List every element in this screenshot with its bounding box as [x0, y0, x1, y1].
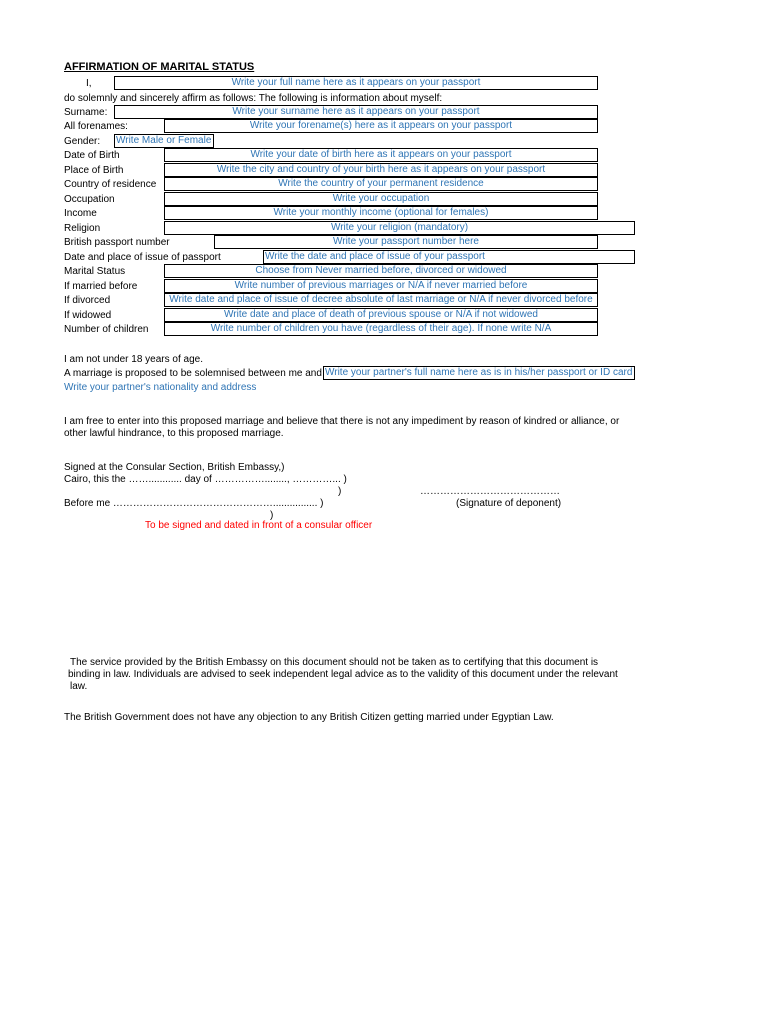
full-name-field[interactable]: Write your full name here as it appears on your passport — [114, 76, 598, 90]
dob-label: Date of Birth — [64, 150, 120, 161]
residence-label: Country of residence — [64, 179, 157, 190]
before-me-line: Before me …………………………………………................ ) — [64, 498, 324, 509]
forenames-field[interactable]: Write your forename(s) here as it appears on your passport — [164, 119, 598, 133]
deponent-signature-line: …………………………………… — [420, 486, 560, 497]
widowed-field[interactable]: Write date and place of death of previous spouse or N/A if not widowed — [164, 308, 598, 322]
document-title: AFFIRMATION OF MARITAL STATUS — [64, 61, 255, 73]
religion-field[interactable]: Write your religion (mandatory) — [164, 221, 635, 235]
free-to-marry-line-2: other lawful hindrance, to this proposed marriage. — [64, 428, 284, 439]
signature-paren-2: ) — [270, 510, 274, 521]
surname-label: Surname: — [64, 107, 108, 118]
intro-statement: do solemnly and sincerely affirm as follows: The following is information about myself: — [64, 93, 443, 104]
government-statement: The British Government does not have any objection to any British Citizen getting married under Egyptian Law. — [64, 712, 554, 723]
income-field[interactable]: Write your monthly income (optional for females) — [164, 206, 598, 220]
children-field[interactable]: Write number of children you have (regardless of their age). If none write N/A — [164, 322, 598, 336]
occupation-label: Occupation — [64, 194, 115, 205]
children-label: Number of children — [64, 324, 149, 335]
service-disclaimer-line-2: binding in law. Individuals are advised to seek independent legal advice as to the validity of this document under the relevant — [68, 669, 618, 680]
occupation-field[interactable]: Write your occupation — [164, 192, 598, 206]
married-before-label: If married before — [64, 281, 138, 292]
cairo-date-line: Cairo, this the ……............ day of ……………........, …………... ) — [64, 474, 347, 485]
surname-field[interactable]: Write your surname here as it appears on your passport — [114, 105, 598, 119]
partner-name-field[interactable]: Write your partner's full name here as is in his/her passport or ID card — [323, 366, 635, 380]
divorced-field[interactable]: Write date and place of issue of decree absolute of last marriage or N/A if never divorced before — [164, 293, 598, 307]
signed-at-line: Signed at the Consular Section, British Embassy,) — [64, 462, 285, 473]
marital-status-field[interactable]: Choose from Never married before, divorced or widowed — [164, 264, 598, 278]
service-disclaimer-line-3: law. — [70, 681, 88, 692]
passport-issue-label: Date and place of issue of passport — [64, 252, 221, 263]
pob-field[interactable]: Write the city and country of your birth here as it appears on your passport — [164, 163, 598, 177]
forenames-label: All forenames: — [64, 121, 128, 132]
age-statement: I am not under 18 years of age. — [64, 354, 203, 365]
partner-nationality-field[interactable]: Write your partner's nationality and address — [64, 382, 257, 393]
dob-field[interactable]: Write your date of birth here as it appears on your passport — [164, 148, 598, 162]
gender-field[interactable]: Write Male or Female — [114, 134, 214, 148]
pob-label: Place of Birth — [64, 165, 124, 176]
service-disclaimer-line-1: The service provided by the British Embassy on this document should not be taken as to certifying that this document is — [70, 657, 599, 668]
married-before-field[interactable]: Write number of previous marriages or N/A if never married before — [164, 279, 598, 293]
gender-label: Gender: — [64, 136, 101, 147]
consular-officer-note: To be signed and dated in front of a consular officer — [145, 520, 373, 531]
widowed-label: If widowed — [64, 310, 112, 321]
proposed-marriage-statement: A marriage is proposed to be solemnised between me and — [64, 368, 322, 379]
marital-status-label: Marital Status — [64, 266, 126, 277]
free-to-marry-line-1: I am free to enter into this proposed marriage and believe that there is not any impediment by reason of kindred or alliance, or — [64, 416, 620, 427]
deponent-signature-caption: (Signature of deponent) — [456, 498, 562, 509]
income-label: Income — [64, 208, 97, 219]
divorced-label: If divorced — [64, 295, 111, 306]
passport-number-label: British passport number — [64, 237, 170, 248]
residence-field[interactable]: Write the country of your permanent residence — [164, 177, 598, 191]
signature-paren-1: ) — [338, 486, 342, 497]
religion-label: Religion — [64, 223, 101, 234]
passport-issue-field[interactable]: Write the date and place of issue of your passport — [263, 250, 635, 264]
passport-number-field[interactable]: Write your passport number here — [214, 235, 598, 249]
intro-i-label: I, — [86, 78, 92, 89]
